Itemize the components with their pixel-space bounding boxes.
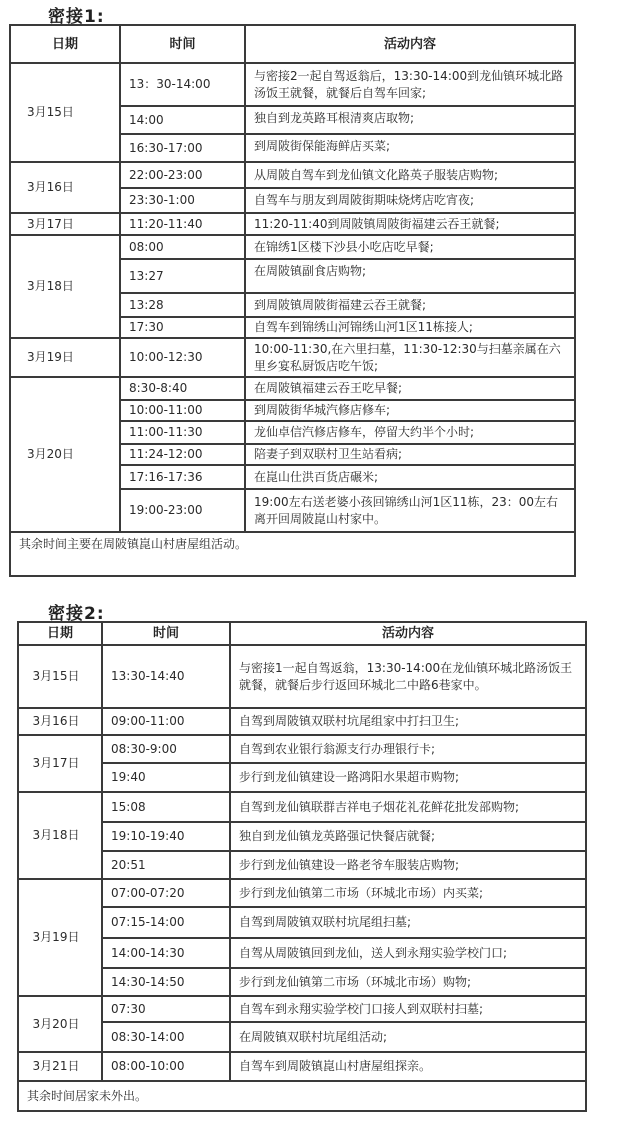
table-row (18, 907, 586, 938)
time-cell: 11:20-11:40 (120, 213, 245, 235)
note-cell: 其余时间居家未外出。 (18, 1081, 586, 1111)
activity-cell: 步行到龙仙镇第二市场（环城北市场）内买菜; (230, 879, 586, 907)
time-cell: 16:30-17:00 (120, 134, 245, 162)
date-cell: 3月19日 (10, 338, 120, 377)
table-row (18, 822, 586, 851)
time-cell: 08:30-9:00 (102, 735, 230, 763)
time-cell: 17:16-17:36 (120, 465, 245, 489)
table-row (18, 851, 586, 879)
table-row (10, 338, 575, 377)
activity-cell: 独自到龙英路耳根清爽店取物; (245, 106, 575, 134)
table-row (18, 996, 586, 1022)
activity-cell: 步行到龙仙镇建设一路老爷车服装店购物; (230, 851, 586, 879)
date-cell: 3月19日 (18, 879, 102, 996)
activity-cell: 到周陂街保能海鲜店买菜; (245, 134, 575, 162)
note-row (18, 1081, 586, 1111)
contact2-title: 密接2: (48, 604, 105, 624)
contact1-table (9, 24, 576, 577)
activity-cell: 在崑山仕洪百货店碾米; (245, 465, 575, 489)
table-row (10, 63, 575, 106)
header-activity: 活动内容 (230, 622, 586, 645)
time-cell: 09:00-11:00 (102, 708, 230, 735)
header-time: 时间 (120, 25, 245, 63)
time-cell: 19:40 (102, 763, 230, 792)
time-cell: 14:30-14:50 (102, 968, 230, 996)
activity-cell: 在周陂镇双联村坑尾组活动; (230, 1022, 586, 1052)
activity-cell: 自驾从周陂镇回到龙仙，送人到永翔实验学校门口; (230, 938, 586, 968)
time-cell: 14:00 (120, 106, 245, 134)
table-row (10, 213, 575, 235)
date-cell: 3月20日 (18, 996, 102, 1052)
note-cell: 其余时间主要在周陂镇崑山村唐屋组活动。 (10, 532, 575, 576)
table-row (18, 938, 586, 968)
note-row (10, 532, 575, 576)
activity-cell: 独自到龙仙镇龙英路强记快餐店就餐; (230, 822, 586, 851)
table-row (18, 645, 586, 708)
date-cell: 3月18日 (18, 792, 102, 879)
table-header (18, 622, 586, 645)
date-cell: 3月16日 (10, 162, 120, 213)
time-cell: 08:30-14:00 (102, 1022, 230, 1052)
header-activity: 活动内容 (245, 25, 575, 63)
table-row (18, 1022, 586, 1052)
time-cell: 14:00-14:30 (102, 938, 230, 968)
table-row (18, 735, 586, 763)
header-date: 日期 (18, 622, 102, 645)
table-row (10, 377, 575, 400)
activity-cell: 自驾车到永翔实验学校门口接人到双联村扫墓; (230, 996, 586, 1022)
table-row (18, 792, 586, 822)
activity-cell: 自驾车到周陂镇崑山村唐屋组探亲。 (230, 1052, 586, 1081)
activity-cell: 自驾到农业银行翁源支行办理银行卡; (230, 735, 586, 763)
activity-cell: 步行到龙仙镇第二市场（环城北市场）购物; (230, 968, 586, 996)
time-cell: 08:00-10:00 (102, 1052, 230, 1081)
table-row (10, 162, 575, 188)
date-cell: 3月21日 (18, 1052, 102, 1081)
activity-cell: 在锦绣1区楼下沙县小吃店吃早餐; (245, 235, 575, 259)
time-cell: 19:00-23:00 (120, 489, 245, 532)
table-row (18, 708, 586, 735)
time-cell: 13：30-14:00 (120, 63, 245, 106)
activity-cell: 陪妻子到双联村卫生站看病; (245, 444, 575, 465)
table-row (18, 763, 586, 792)
date-cell: 3月20日 (10, 377, 120, 532)
activity-cell: 自驾到龙仙镇联群吉祥电子烟花礼花鲜花批发部购物; (230, 792, 586, 822)
date-cell: 3月17日 (18, 735, 102, 792)
activity-cell: 龙仙卓信汽修店修车，停留大约半个小时; (245, 421, 575, 444)
time-cell: 11:00-11:30 (120, 421, 245, 444)
time-cell: 23:30-1:00 (120, 188, 245, 213)
activity-cell: 自驾车到锦绣山河锦绣山河1区11栋接人; (245, 317, 575, 338)
activity-cell: 在周陂镇副食店购物; (245, 259, 575, 293)
activity-cell: 自驾到周陂镇双联村坑尾组扫墓; (230, 907, 586, 938)
time-cell: 22:00-23:00 (120, 162, 245, 188)
activity-cell: 与密接2一起自驾返翁后，13:30-14:00到龙仙镇环城北路汤饭王就餐，就餐后自驾车回家; (245, 63, 575, 106)
date-cell: 3月16日 (18, 708, 102, 735)
activity-cell: 自驾到周陂镇双联村坑尾组家中打扫卫生; (230, 708, 586, 735)
activity-cell: 与密接1一起自驾返翁，13:30-14:00在龙仙镇环城北路汤饭王就餐，就餐后步行返回环城北二中路6巷家中。 (230, 645, 586, 708)
date-cell: 3月17日 (10, 213, 120, 235)
table-header (10, 25, 575, 63)
time-cell: 8:30-8:40 (120, 377, 245, 400)
activity-cell: 11:20-11:40到周陂镇周陂街福建云吞王就餐; (245, 213, 575, 235)
date-cell: 3月18日 (10, 235, 120, 338)
time-cell: 13:27 (120, 259, 245, 293)
time-cell: 11:24-12:00 (120, 444, 245, 465)
table-row (18, 879, 586, 907)
activity-cell: 到周陂镇周陂街福建云吞王就餐; (245, 293, 575, 317)
date-cell: 3月15日 (10, 63, 120, 162)
time-cell: 19:10-19:40 (102, 822, 230, 851)
table-row (10, 235, 575, 259)
time-cell: 13:30-14:40 (102, 645, 230, 708)
time-cell: 15:08 (102, 792, 230, 822)
contact2-table (17, 621, 587, 1112)
time-cell: 17:30 (120, 317, 245, 338)
table-row (18, 968, 586, 996)
time-cell: 20:51 (102, 851, 230, 879)
time-cell: 07:15-14:00 (102, 907, 230, 938)
activity-cell: 19:00左右送老婆小孩回锦绣山河1区11栋，23：00左右离开回周陂崑山村家中。 (245, 489, 575, 532)
activity-cell: 步行到龙仙镇建设一路鸿阳水果超市购物; (230, 763, 586, 792)
header-date: 日期 (10, 25, 120, 63)
activity-cell: 在周陂镇福建云吞王吃早餐; (245, 377, 575, 400)
time-cell: 10:00-11:00 (120, 400, 245, 421)
time-cell: 08:00 (120, 235, 245, 259)
activity-cell: 自驾车与朋友到周陂街期味烧烤店吃宵夜; (245, 188, 575, 213)
activity-cell: 从周陂自驾车到龙仙镇文化路英子服装店购物; (245, 162, 575, 188)
time-cell: 07:00-07:20 (102, 879, 230, 907)
time-cell: 10:00-12:30 (120, 338, 245, 377)
contact1-title: 密接1: (48, 7, 105, 27)
activity-cell: 10:00-11:30,在六里扫墓，11:30-12:30与扫墓亲属在六里乡宴私厨饭店吃午饭; (245, 338, 575, 377)
header-time: 时间 (102, 622, 230, 645)
table-row (18, 1052, 586, 1081)
time-cell: 13:28 (120, 293, 245, 317)
date-cell: 3月15日 (18, 645, 102, 708)
activity-cell: 到周陂街华城汽修店修车; (245, 400, 575, 421)
time-cell: 07:30 (102, 996, 230, 1022)
